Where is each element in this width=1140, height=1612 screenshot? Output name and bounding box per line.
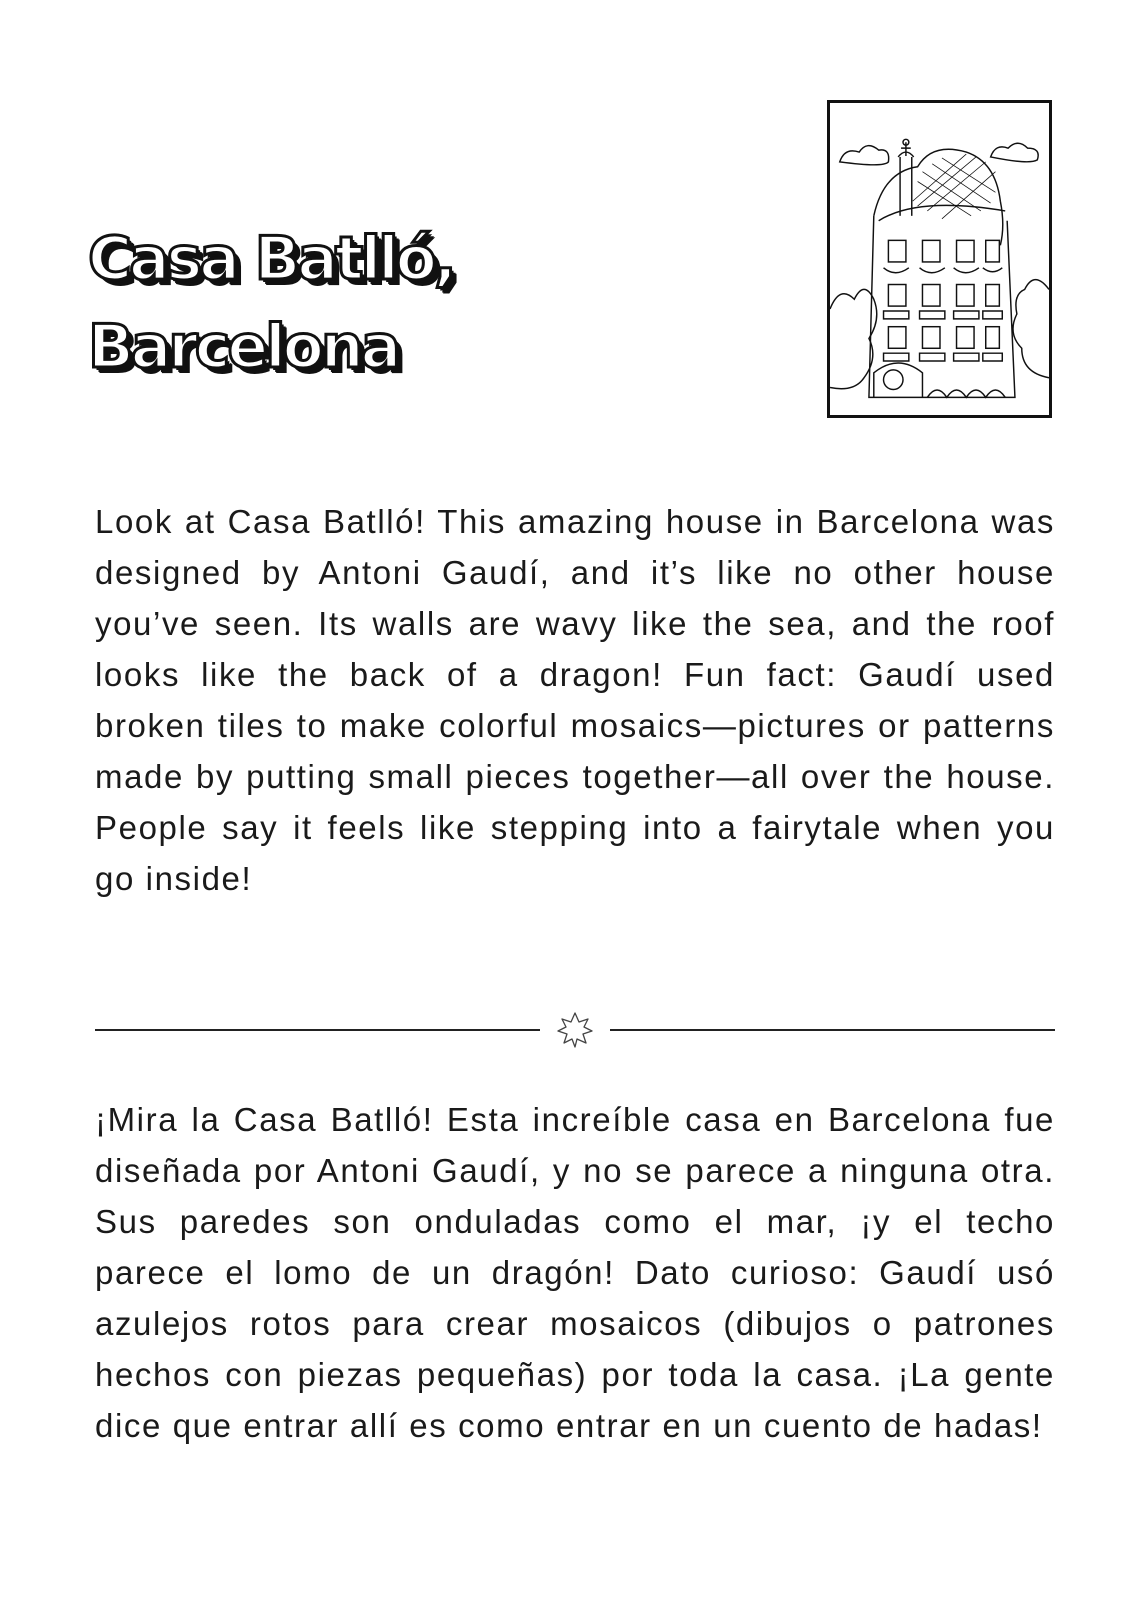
english-description: Look at Casa Batlló! This amazing house in Barcelona was designed by Antoni Gaudí, and it’s like no other house you’ve seen. Its walls are wavy like the sea, and the roof looks like the back of a dragon! Fun fact: Gaudí used broken tiles to make colorful mosaics—pictures or patterns made by putting small pieces together—all over the house. People say it feels like stepping into a fairytale when you go inside! [95, 503, 1055, 897]
casa-batllo-illustration [827, 100, 1052, 418]
title-line-2: Barcelona [88, 312, 399, 383]
divider-line-left [95, 1029, 540, 1031]
page-title [88, 215, 608, 391]
spanish-description: ¡Mira la Casa Batlló! Esta increíble casa en Barcelona fue diseñada por Antoni Gaudí, y no se parece a ninguna otra. Sus paredes son onduladas como el mar, ¡y el techo parece el lomo de un dragón! Dato curioso: Gaudí usó azulejos rotos para crear mosaicos (dibujos o patrones hechos con piezas pequeñas) por toda la casa. ¡La gente dice que entrar allí es como entrar en un cuento de hadas! [95, 1101, 1055, 1444]
building-illustration-icon [830, 103, 1049, 415]
divider-line-right [610, 1029, 1055, 1031]
section-divider [95, 1010, 1055, 1050]
title-line-1: Casa Batlló, [88, 224, 454, 295]
star-ornament-icon [555, 1010, 595, 1050]
